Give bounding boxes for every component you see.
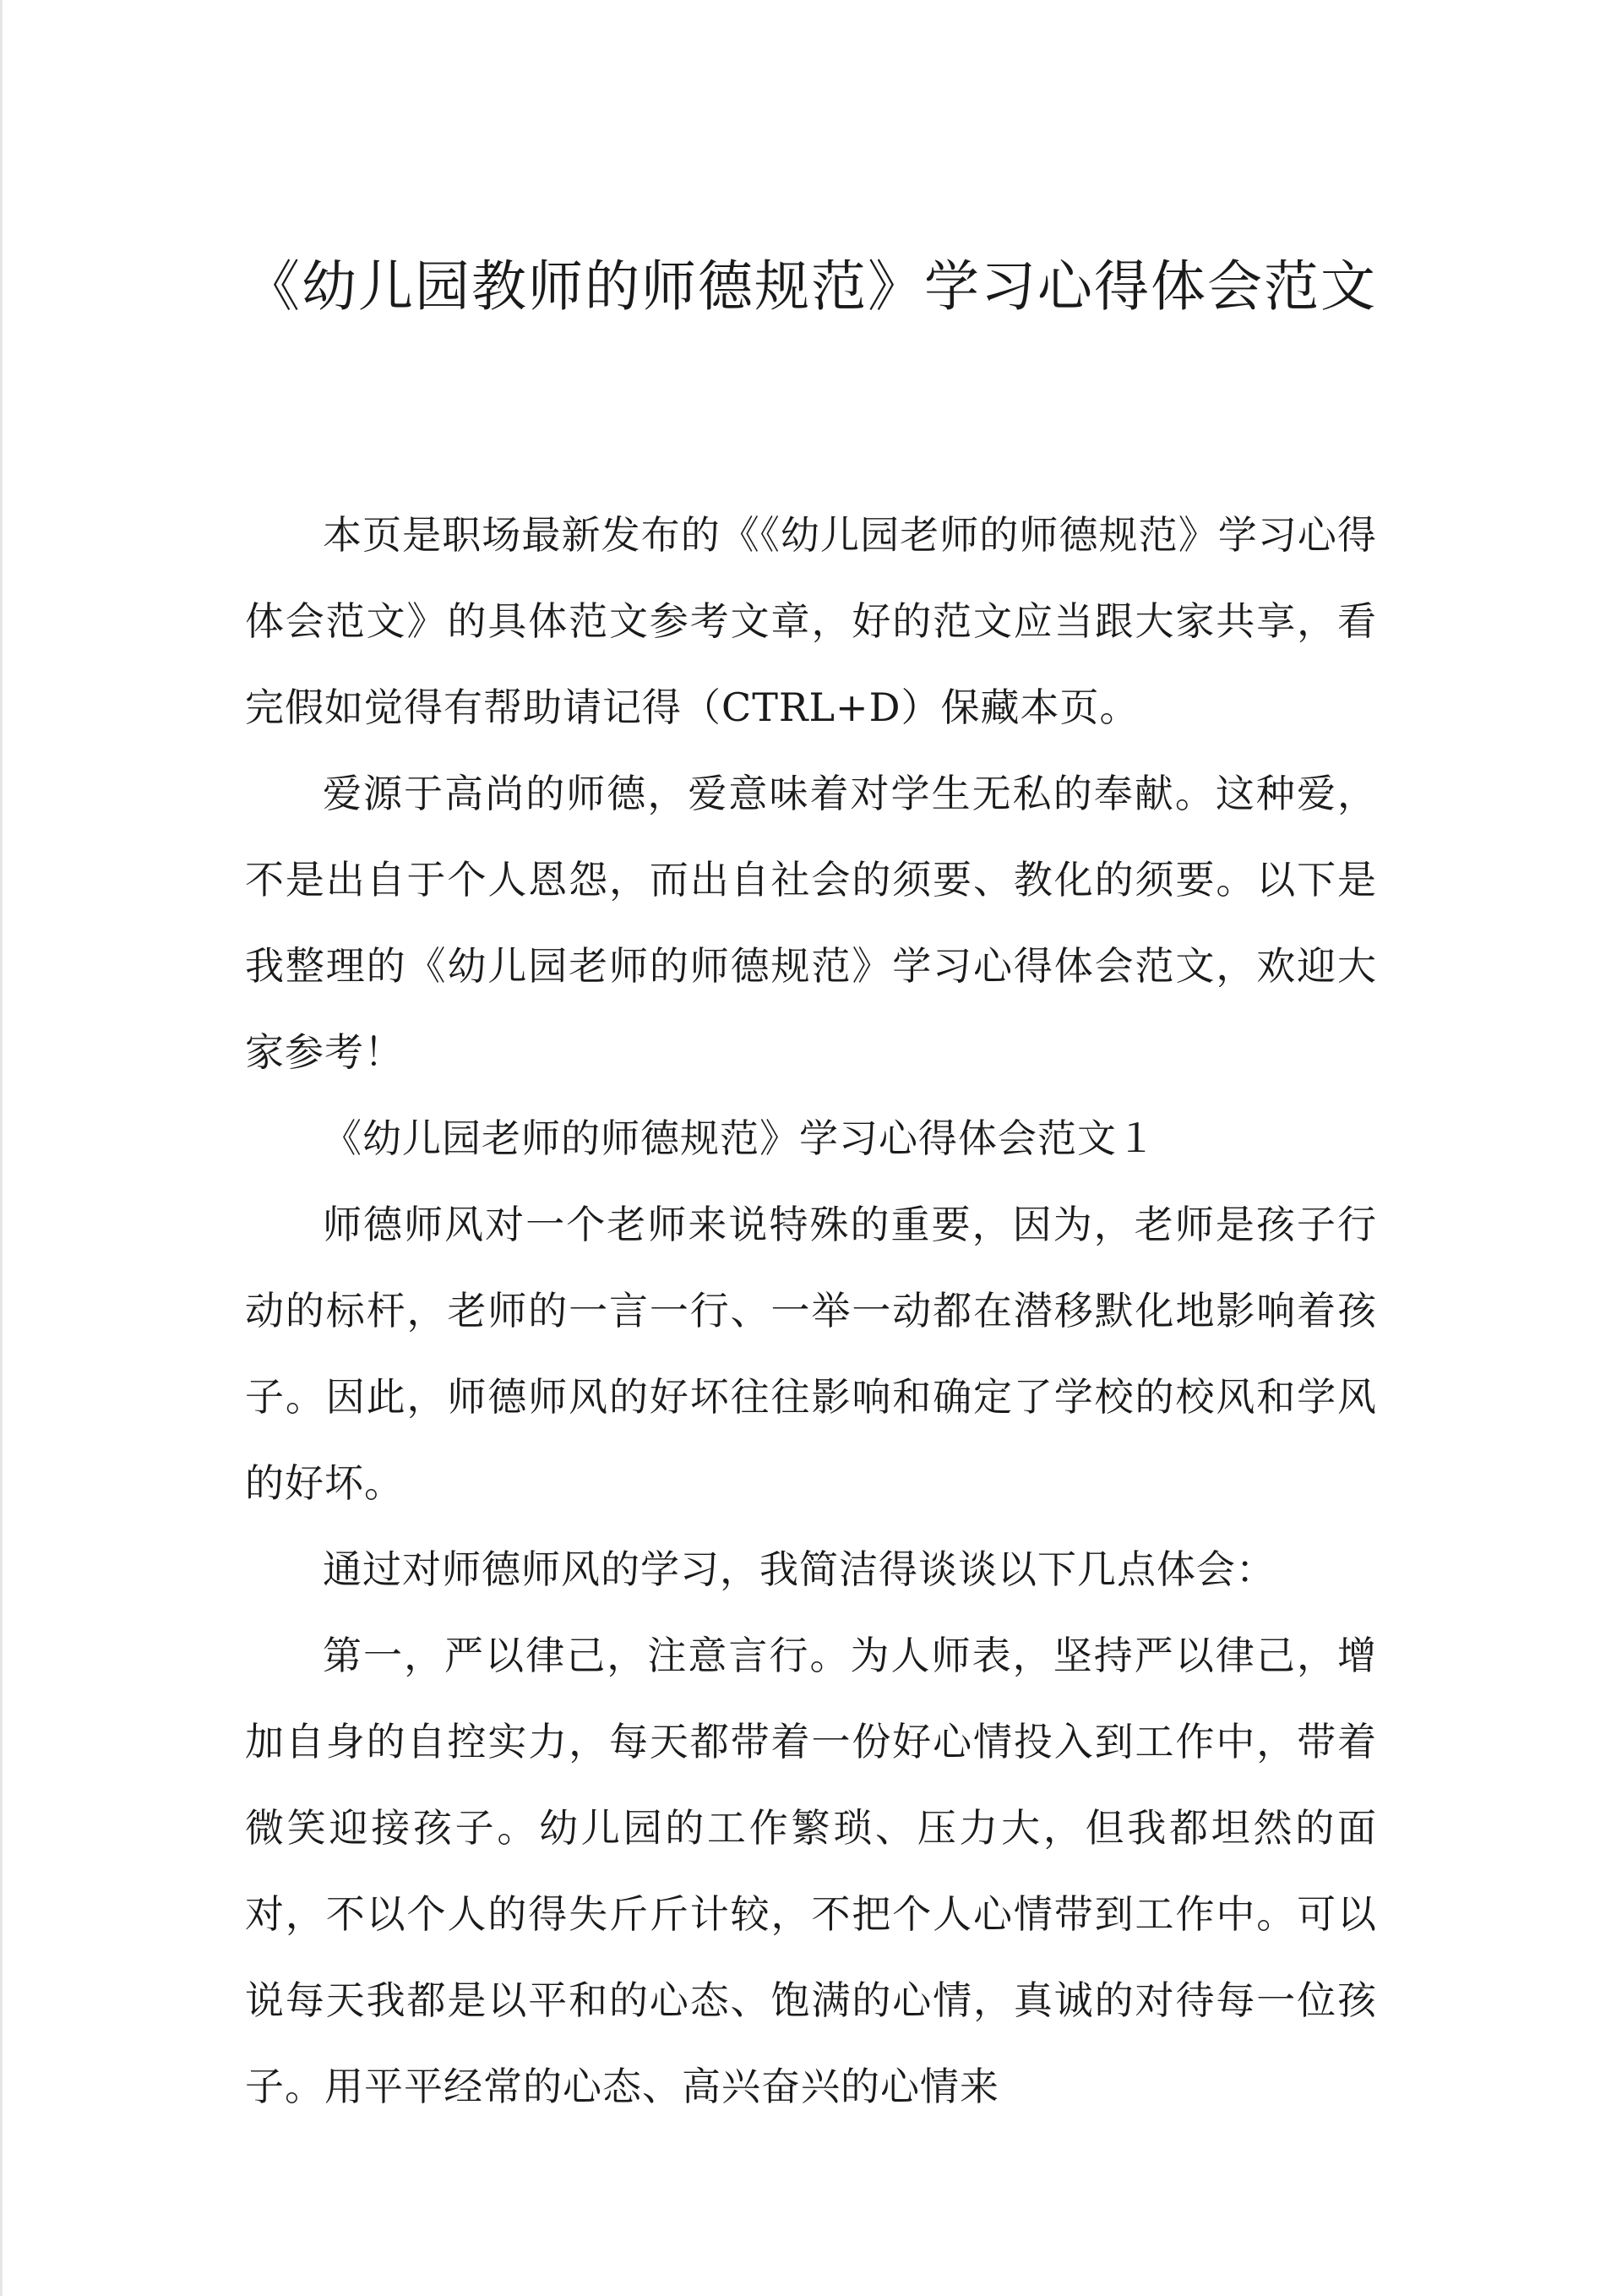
body-paragraph: 师德师风对一个老师来说特殊的重要，因为，老师是孩子行动的标杆，老师的一言一行、一举一动都在潜移默化地影响着孩子。因此，师德师风的好坏往往影响和确定了学校的校风和学风的好坏。 [245, 1202, 1377, 1506]
document-title: 《幼儿园教师的师德规范》学习心得体会范文 [244, 255, 1377, 319]
body-paragraph: 通过对师德师风的学习，我简洁得谈谈以下几点体会： [323, 1546, 1276, 1592]
intro-paragraph: 本页是职场最新发布的《《幼儿园老师的师德规范》学习心得体会范文》的具体范文参考文章，好的范文应当跟大家共享，看完假如觉得有帮助请记得（CTRL+D）保藏本页。 [245, 512, 1377, 730]
body-paragraph: 第一，严以律己，注意言行。为人师表，坚持严以律己，增加自身的自控实力，每天都带着一份好心情投入到工作中，带着微笑迎接孩子。幼儿园的工作繁琐、压力大，但我都坦然的面对，不以个人的得失斤斤计较，不把个人心情带到工作中。可以说每天我都是以平和的心态、饱满的心情，真诚的对待每一位孩子。用平平经常的心态、高兴奋兴的心情来 [245, 1633, 1377, 2109]
page-edge [0, 0, 3, 2296]
section-heading: 《幼儿园老师的师德规范》学习心得体会范文１ [323, 1115, 1157, 1161]
preface-paragraph: 爱源于高尚的师德，爱意味着对学生无私的奉献。这种爱，不是出自于个人恩怨，而出自社会的须要、教化的须要。以下是我整理的《幼儿园老师的师德规范》学习心得体会范文，欢迎大家参考！ [245, 771, 1377, 1075]
document-body [245, 492, 1377, 2130]
